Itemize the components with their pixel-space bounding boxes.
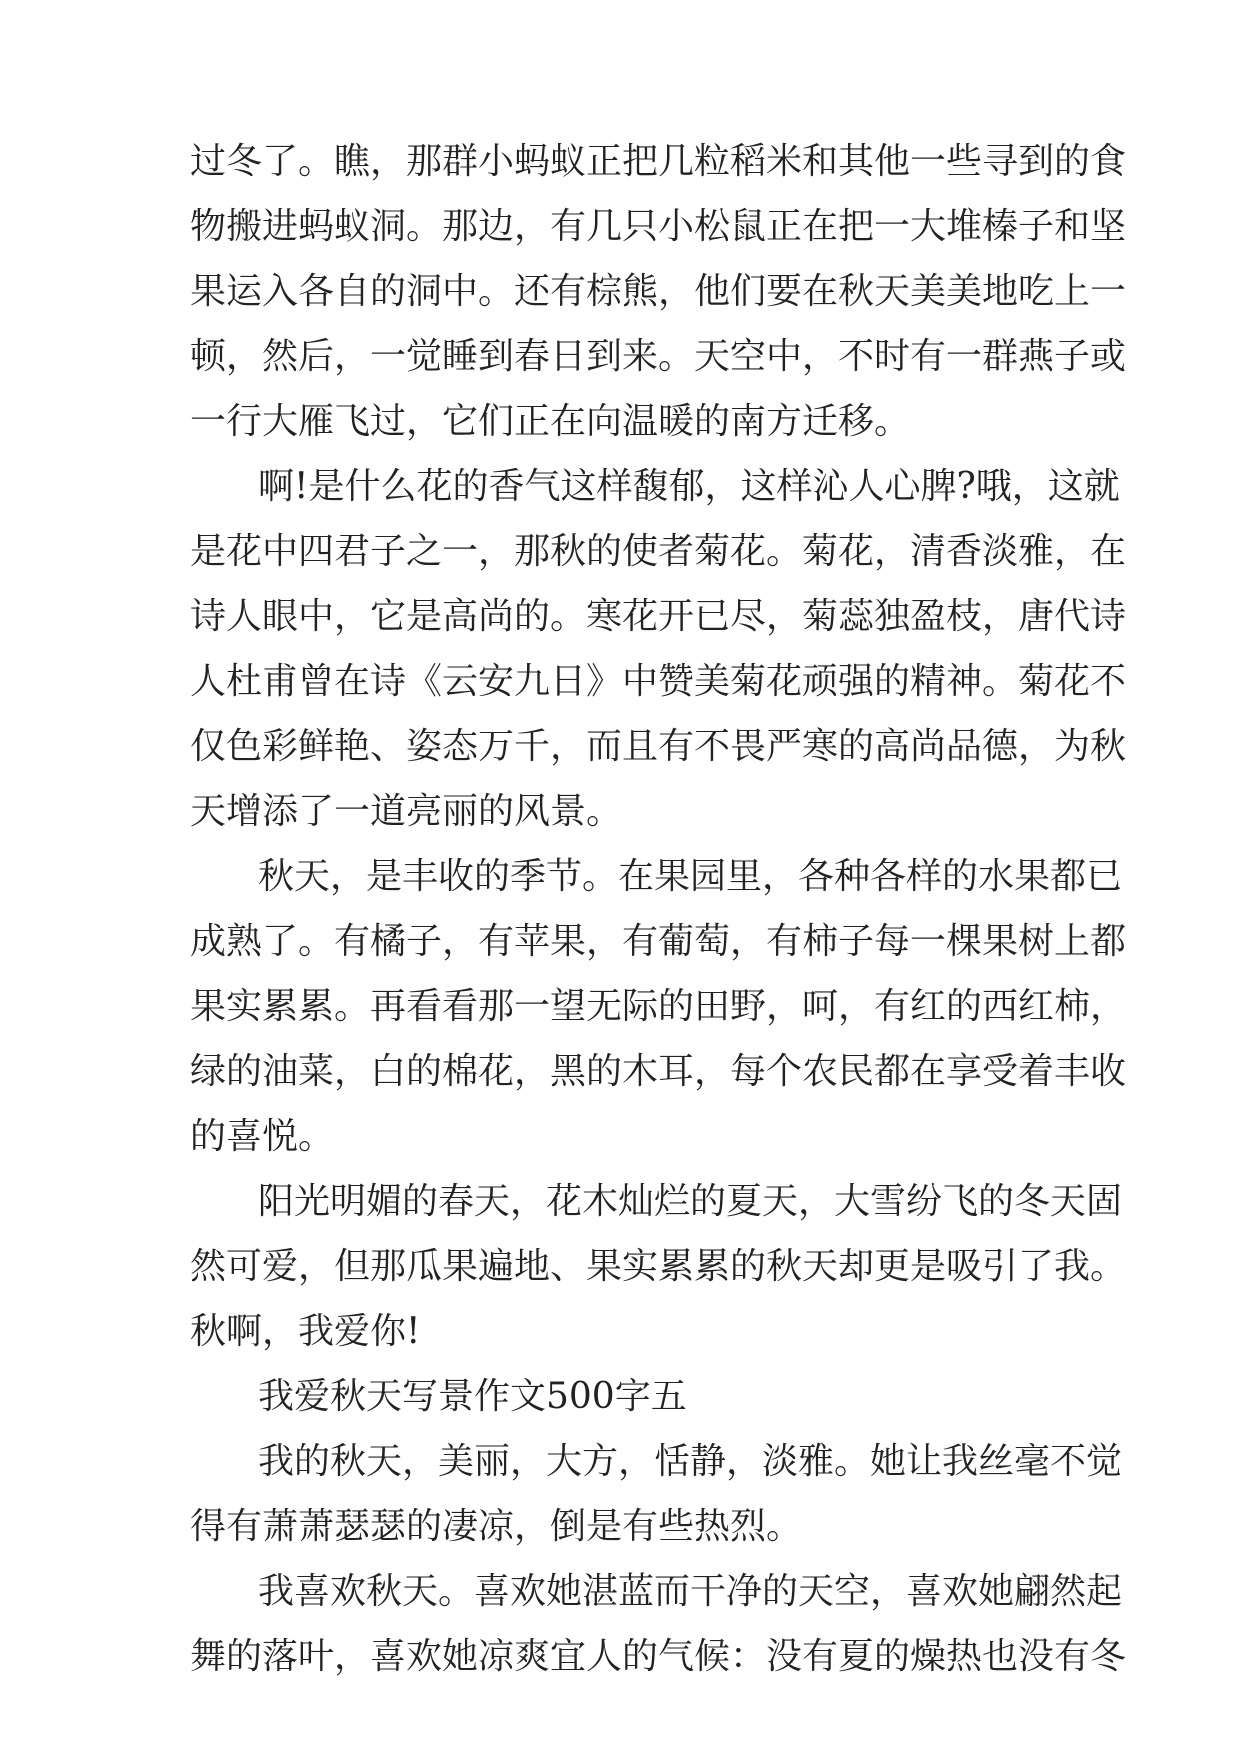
text-line: 绿的油菜，白的棉花，黑的木耳，每个农民都在享受着丰收 — [190, 1051, 1127, 1092]
text-line: 舞的落叶，喜欢她凉爽宜人的气候：没有夏的燥热也没有冬 — [190, 1636, 1127, 1677]
text-line: 物搬进蚂蚁洞。那边，有几只小松鼠正在把一大堆榛子和坚 — [190, 206, 1127, 247]
paragraph-first-line: 我的秋天，美丽，大方，恬静，淡雅。她让我丝毫不觉 — [258, 1441, 1123, 1482]
text-line: 仅色彩鲜艳、姿态万千，而且有不畏严寒的高尚品德，为秋 — [190, 726, 1127, 767]
text-line: 果实累累。再看看那一望无际的田野，呵，有红的西红柿， — [190, 986, 1127, 1027]
text-line: 得有萧萧瑟瑟的凄凉，倒是有些热烈。 — [190, 1506, 803, 1547]
text-line: 的喜悦。 — [190, 1116, 335, 1157]
text-line: 人杜甫曾在诗《云安九日》中赞美菊花顽强的精神。菊花不 — [190, 661, 1127, 702]
paragraph-first-line: 阳光明媚的春天，花木灿烂的夏天，大雪纷飞的冬天固 — [258, 1181, 1123, 1222]
text-line: 天增添了一道亮丽的风景。 — [190, 791, 623, 832]
text-line: 果运入各自的洞中。还有棕熊，他们要在秋天美美地吃上一 — [190, 271, 1127, 312]
text-line: 过冬了。瞧，那群小蚂蚁正把几粒稻米和其他一些寻到的食 — [190, 141, 1127, 182]
text-line: 成熟了。有橘子，有苹果，有葡萄，有柿子每一棵果树上都 — [190, 921, 1127, 962]
text-line: 诗人眼中，它是高尚的。寒花开已尽，菊蕊独盈枝，唐代诗 — [190, 596, 1127, 637]
paragraph-first-line: 我喜欢秋天。喜欢她湛蓝而干净的天空，喜欢她翩然起 — [258, 1571, 1123, 1612]
paragraph-first-line: 啊!是什么花的香气这样馥郁，这样沁人心脾?哦，这就 — [258, 466, 1120, 507]
section-heading: 我爱秋天写景作文500字五 — [258, 1376, 687, 1417]
text-line: 一行大雁飞过，它们正在向温暖的南方迁移。 — [190, 401, 911, 442]
text-line: 然可爱，但那瓜果遍地、果实累累的秋天却更是吸引了我。 — [190, 1246, 1127, 1287]
text-line: 秋啊，我爱你! — [190, 1311, 421, 1352]
text-line: 是花中四君子之一，那秋的使者菊花。菊花，清香淡雅，在 — [190, 531, 1127, 572]
text-line: 顿，然后，一觉睡到春日到来。天空中，不时有一群燕子或 — [190, 336, 1127, 377]
paragraph-first-line: 秋天，是丰收的季节。在果园里，各种各样的水果都已 — [258, 856, 1123, 897]
